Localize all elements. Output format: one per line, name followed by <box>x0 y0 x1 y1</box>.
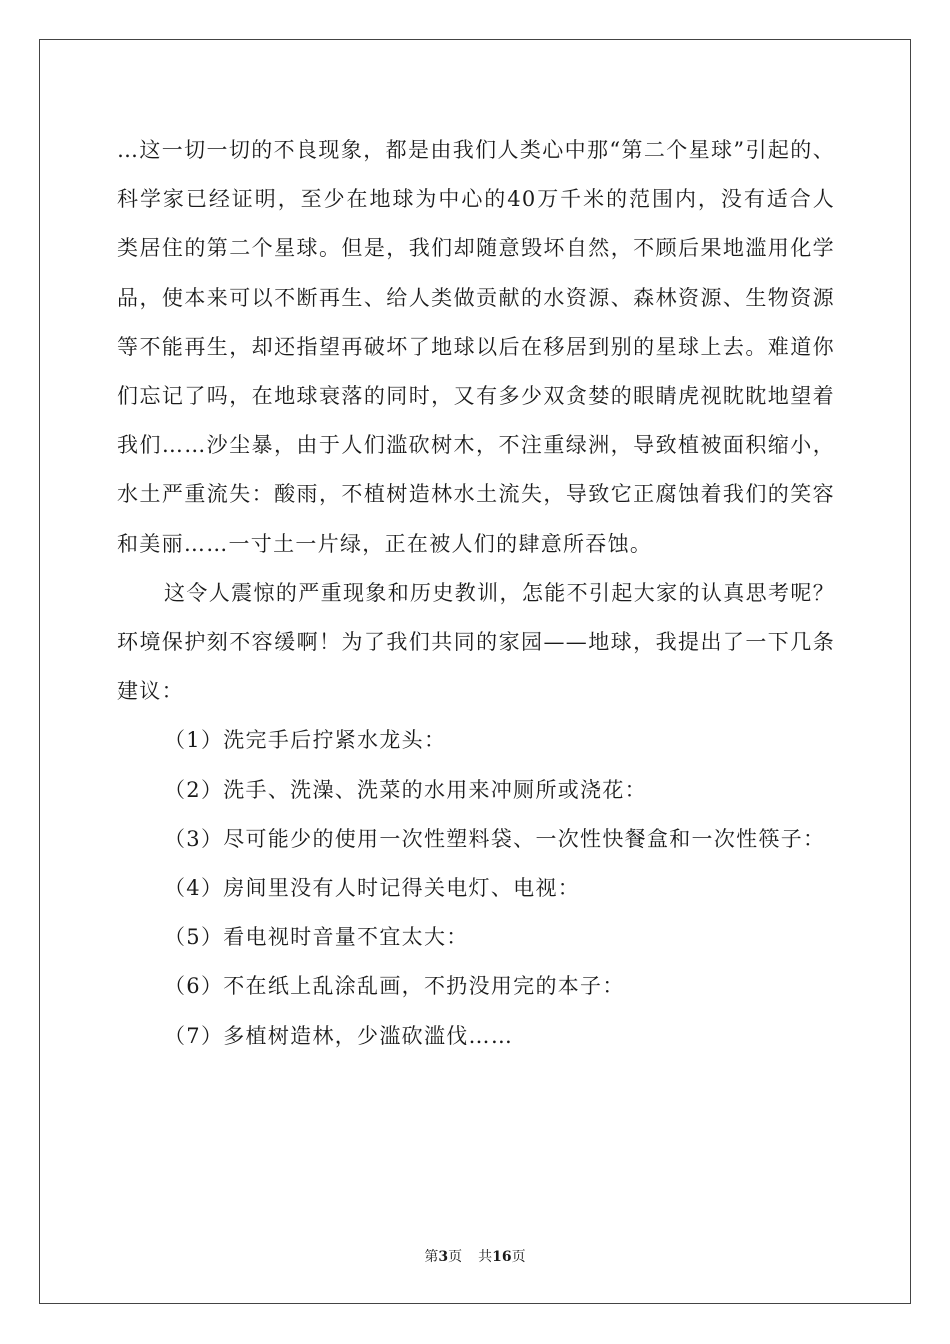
page-footer <box>0 1246 950 1266</box>
paragraph-1: …这一切一切的不良现象，都是由我们人类心中那“第二个星球”引起的、科学家已经证明，至少在地球为中心的40万千米的范围内，没有适合人类居住的第二个星球。但是，我们却随意毁坏自然，不顾后果地滥用化学品，使本来可以不断再生、给人类做贡献的水资源、森林资源、生物资源等不能再生，却还指望再破坏了地球以后在移居到别的星球上去。难道你们忘记了吗，在地球衰落的同时，又有多少双贪婪的眼睛虎视眈眈地望着我们……沙尘暴，由于人们滥砍树木，不注重绿洲，导致植被面积缩小，水土严重流失：酸雨，不植树造林水土流失，导致它正腐蚀着我们的笑容和美丽……一寸土一片绿，正在被人们的肆意所吞蚀。 <box>117 138 835 556</box>
page-suffix: 页 <box>448 1249 463 1265</box>
total-pages: 16 <box>492 1249 512 1265</box>
list-item: （5）看电视时音量不宜太大： <box>164 925 469 950</box>
suggestion-list <box>117 716 835 1060</box>
current-page: 3 <box>438 1249 449 1265</box>
list-item: （6）不在纸上乱涂乱画，不扔没用完的本子： <box>164 974 625 999</box>
page-total <box>478 1249 525 1265</box>
list-item: （3）尽可能少的使用一次性塑料袋、一次性快餐盒和一次性筷子： <box>164 826 826 851</box>
document-body <box>117 126 835 1061</box>
list-item: （7）多植树造林，少滥砍滥伐…… <box>164 1023 514 1048</box>
total-prefix: 共 <box>478 1249 493 1265</box>
paragraph-2: 这令人震惊的严重现象和历史教训，怎能不引起大家的认真思考呢？环境保护刻不容缓啊！为了我们共同的家园——地球，我提出了一下几条建议： <box>117 580 835 704</box>
page-number <box>424 1249 462 1265</box>
list-item: （2）洗手、洗澡、洗菜的水用来冲厕所或浇花： <box>164 777 647 802</box>
page-prefix: 第 <box>424 1249 439 1265</box>
list-item: （4）房间里没有人时记得关电灯、电视： <box>164 876 581 901</box>
total-suffix: 页 <box>511 1249 526 1265</box>
list-item: （1）洗完手后拧紧水龙头： <box>164 728 447 753</box>
